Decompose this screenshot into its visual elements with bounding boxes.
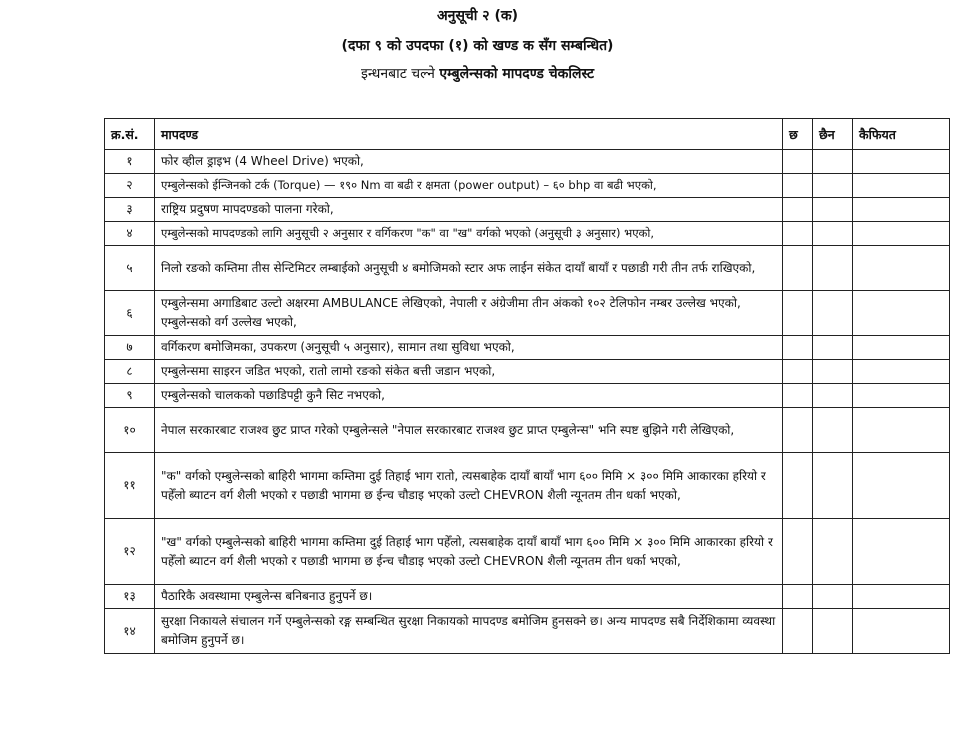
row-criteria: वर्गिकरण बमोजिमका, उपकरण (अनुसूची ५ अनुसार), सामान तथा सुविधा भएको, [155, 336, 783, 360]
yes-cell[interactable] [783, 360, 813, 384]
remarks-cell[interactable] [853, 291, 950, 336]
schedule-reference: (दफा ९ को उपदफा (१) को खण्ड क सँग सम्बन्धित) [341, 38, 614, 54]
row-number: ७ [105, 336, 155, 360]
remarks-cell[interactable] [853, 453, 950, 519]
remarks-cell[interactable] [853, 246, 950, 291]
no-cell[interactable] [813, 246, 853, 291]
row-number: १२ [105, 519, 155, 585]
yes-cell[interactable] [783, 609, 813, 654]
table-row [105, 222, 950, 246]
no-cell[interactable] [813, 222, 853, 246]
no-cell[interactable] [813, 150, 853, 174]
row-number: ५ [105, 246, 155, 291]
schedule-title: अनुसूची २ (क) [436, 8, 519, 24]
no-cell[interactable] [813, 336, 853, 360]
no-cell[interactable] [813, 453, 853, 519]
yes-cell[interactable] [783, 453, 813, 519]
table-row [105, 150, 950, 174]
remarks-cell[interactable] [853, 384, 950, 408]
table-row [105, 336, 950, 360]
checklist-title-prefix: इन्धनबाट चल्ने [360, 66, 440, 82]
row-criteria: एम्बुलेन्समा साइरन जडित भएको, रातो लामो रङको संकेत बत्ती जडान भएको, [155, 360, 783, 384]
table-row [105, 609, 950, 654]
row-number: १३ [105, 585, 155, 609]
remarks-cell[interactable] [853, 519, 950, 585]
table-row [105, 585, 950, 609]
row-number: १० [105, 408, 155, 453]
yes-cell[interactable] [783, 408, 813, 453]
remarks-cell[interactable] [853, 585, 950, 609]
row-number: २ [105, 174, 155, 198]
yes-cell[interactable] [783, 384, 813, 408]
row-criteria: राष्ट्रिय प्रदुषण मापदण्डको पालना गरेको, [155, 198, 783, 222]
table-row [105, 384, 950, 408]
table-row [105, 246, 950, 291]
table-row [105, 198, 950, 222]
yes-cell[interactable] [783, 519, 813, 585]
table-row [105, 360, 950, 384]
row-number: १ [105, 150, 155, 174]
row-criteria: पैठारिकै अवस्थामा एम्बुलेन्स बनिबनाउ हुनुपर्ने छ। [155, 585, 783, 609]
no-cell[interactable] [813, 609, 853, 654]
row-criteria: निलो रङको कम्तिमा तीस सेन्टिमिटर लम्बाईको अनुसूची ४ बमोजिमको स्टार अफ लाईन संकेत दायाँ बायाँ र पछाडी गरी तीन तर्फ राखिएको, [155, 246, 783, 291]
yes-cell[interactable] [783, 246, 813, 291]
no-cell[interactable] [813, 360, 853, 384]
remarks-cell[interactable] [853, 408, 950, 453]
row-criteria: नेपाल सरकारबाट राजश्व छुट प्राप्त गरेको एम्बुलेन्सले "नेपाल सरकारबाट राजश्व छुट प्राप्त एम्बुलेन्स" भनि स्पष्ट बुझिने गरी लेखिएको, [155, 408, 783, 453]
row-criteria: एम्बुलेन्सको मापदण्डको लागि अनुसूची २ अनुसार र वर्गिकरण "क" वा "ख" वर्गको भएको (अनुसूची ३ अनुसार) भएको, [155, 222, 783, 246]
remarks-cell[interactable] [853, 360, 950, 384]
yes-cell[interactable] [783, 585, 813, 609]
yes-cell[interactable] [783, 336, 813, 360]
yes-cell[interactable] [783, 222, 813, 246]
yes-cell[interactable] [783, 198, 813, 222]
remarks-cell[interactable] [853, 198, 950, 222]
remarks-cell[interactable] [853, 222, 950, 246]
row-criteria: फोर व्हील ड्राइभ (4 Wheel Drive) भएको, [155, 150, 783, 174]
row-number: ३ [105, 198, 155, 222]
row-number: ४ [105, 222, 155, 246]
no-cell[interactable] [813, 519, 853, 585]
table-row [105, 519, 950, 585]
row-criteria: एम्बुलेन्समा अगाडिबाट उल्टो अक्षरमा AMBULANCE लेखिएको, नेपाली र अंग्रेजीमा तीन अंकको १०२ टेलिफोन नम्बर उल्लेख भएको, एम्बुलेन्सको वर्ग उल्लेख भएको, [155, 291, 783, 336]
remarks-cell[interactable] [853, 174, 950, 198]
column-header-no: छैन [813, 119, 853, 150]
row-criteria: एम्बुलेन्सको चालकको पछाडिपट्टी कुनै सिट नभएको, [155, 384, 783, 408]
checklist-title [0, 64, 955, 84]
table-row [105, 174, 950, 198]
yes-cell[interactable] [783, 174, 813, 198]
table-row [105, 408, 950, 453]
no-cell[interactable] [813, 291, 853, 336]
remarks-cell[interactable] [853, 609, 950, 654]
table-row [105, 453, 950, 519]
checklist-title-bold: एम्बुलेन्सको मापदण्ड चेकलिस्ट [439, 66, 595, 82]
remarks-cell[interactable] [853, 150, 950, 174]
no-cell[interactable] [813, 174, 853, 198]
row-criteria: एम्बुलेन्सको ईन्जिनको टर्क (Torque) — १९० Nm वा बढी र क्षमता (power output) – ६० bhp वा बढी भएको, [155, 174, 783, 198]
row-number: ९ [105, 384, 155, 408]
row-criteria: "क" वर्गको एम्बुलेन्सको बाहिरी भागमा कम्तिमा दुई तिहाई भाग रातो, त्यसबाहेक दायाँ बायाँ भाग ६०० मिमि × ३०० मिमि आकारका हरियो र पहेँलो ब्याटन वर्ग शैली भएको र पछाडी भागमा छ ईन्च चौडाइ भएको उल्टो CHEVRON शैली न्यूनतम तीन धर्का भएको, [155, 453, 783, 519]
checklist-table [104, 118, 950, 654]
row-criteria: "ख" वर्गको एम्बुलेन्सको बाहिरी भागमा कम्तिमा दुई तिहाई भाग पहेँलो, त्यसबाहेक दायाँ बायाँ भाग ६०० मिमि × ३०० मिमि आकारका हरियो र पहेँलो ब्याटन वर्ग शैली भएको र पछाडी भागमा छ ईन्च चौडाइ भएको उल्टो CHEVRON शैली न्यूनतम तीन धर्का भएको, [155, 519, 783, 585]
yes-cell[interactable] [783, 150, 813, 174]
table-row [105, 291, 950, 336]
column-header-number: क्र.सं. [105, 119, 155, 150]
row-number: १४ [105, 609, 155, 654]
table-header-row [105, 119, 950, 150]
row-number: ६ [105, 291, 155, 336]
yes-cell[interactable] [783, 291, 813, 336]
no-cell[interactable] [813, 384, 853, 408]
no-cell[interactable] [813, 198, 853, 222]
no-cell[interactable] [813, 585, 853, 609]
row-criteria: सुरक्षा निकायले संचालन गर्ने एम्बुलेन्सको रङ्ग सम्बन्धित सुरक्षा निकायको मापदण्ड बमोजिम हुनसक्ने छ। अन्य मापदण्ड सबै निर्देशिकामा व्यवस्था बमोजिम हुनुपर्ने छ। [155, 609, 783, 654]
row-number: ८ [105, 360, 155, 384]
remarks-cell[interactable] [853, 336, 950, 360]
column-header-yes: छ [783, 119, 813, 150]
row-number: ११ [105, 453, 155, 519]
no-cell[interactable] [813, 408, 853, 453]
column-header-remarks: कैफियत [853, 119, 950, 150]
column-header-criteria: मापदण्ड [155, 119, 783, 150]
